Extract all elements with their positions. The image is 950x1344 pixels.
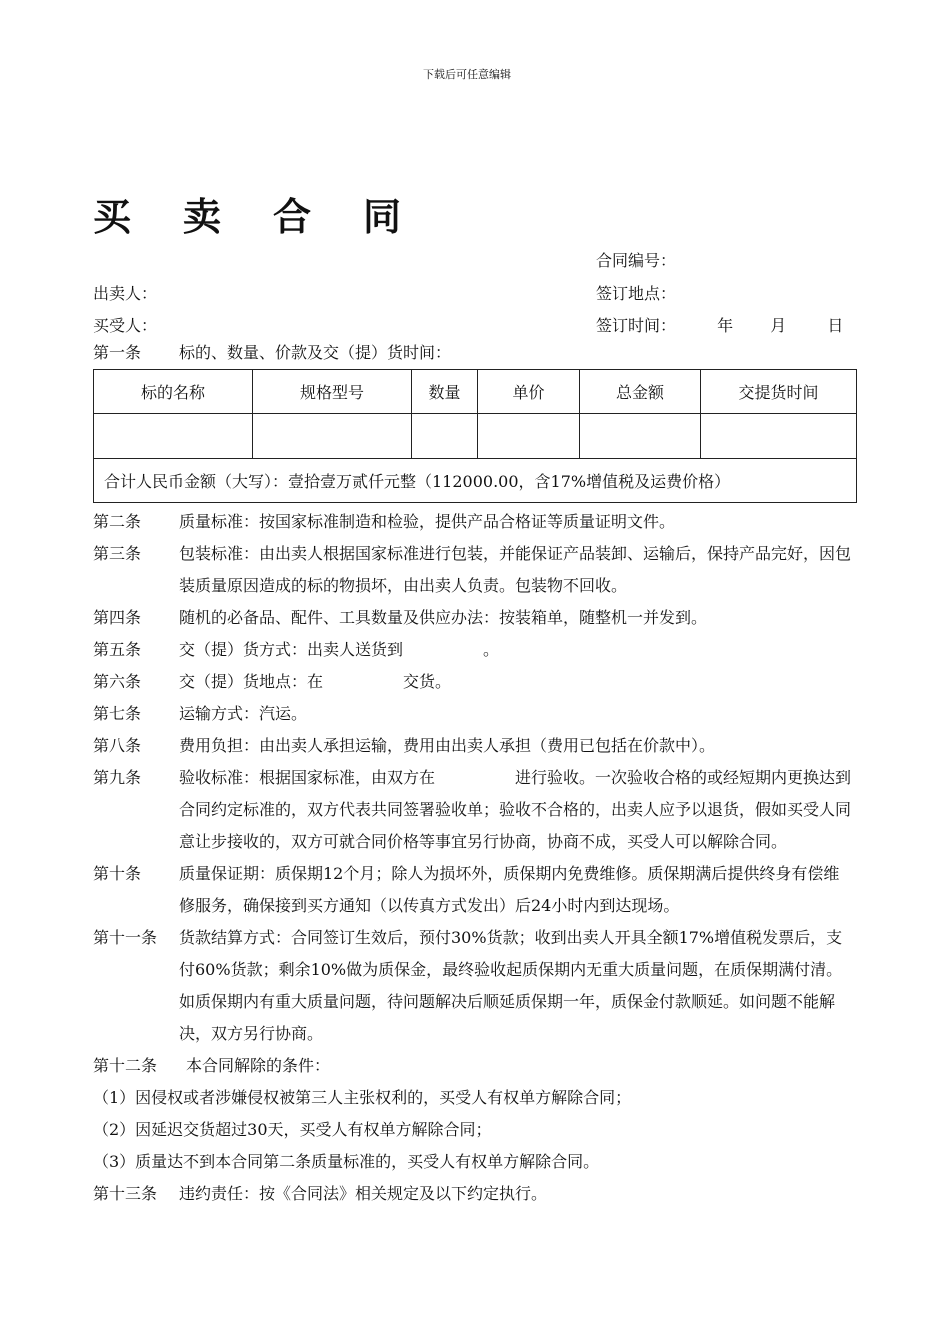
total-amount: 合计人民币金额（大写）：壹拾壹万贰仟元整（112000.00，含17%增值税及运费价格）	[94, 459, 857, 503]
article-7	[93, 698, 858, 730]
total-row	[94, 459, 857, 503]
year-label: 年	[717, 316, 734, 335]
day-label: 日	[827, 316, 844, 335]
article-9	[93, 762, 858, 858]
article-text: 包装标准：由出卖人根据国家标准进行包装，并能保证产品装卸、运输后，保持产品完好，因包装质量原因造成的标的物损坏，由出卖人负责。包装物不回收。	[179, 544, 852, 595]
contract-no-label: 合同编号：	[596, 251, 677, 270]
article-6	[93, 666, 858, 698]
article-number: 第一条	[93, 343, 142, 362]
col-header: 数量	[412, 370, 478, 414]
article-1	[93, 337, 851, 369]
table-cell	[253, 414, 412, 459]
col-header: 规格型号	[253, 370, 412, 414]
table-header-row	[94, 370, 857, 414]
article-3	[93, 538, 858, 602]
article-text: 交（提）货地点：在 交货。	[179, 672, 452, 691]
buyer-label: 买受人：	[93, 316, 158, 335]
seller-label: 出卖人：	[93, 284, 158, 303]
article-text: 运输方式：汽运。	[179, 704, 308, 723]
article-text: 货款结算方式：合同签订生效后，预付30%货款；收到出卖人开具全额17%增值税发票后，支付60%货款；剩余10%做为质保金，最终验收起质保期内无重大质量问题，在质保期满付清。如质保期内有重大质量问题，待问题解决后顺延质保期一年，质保金付款顺延。如问题不能解决，双方另行协商。	[179, 928, 843, 1043]
condition-item: （2）因延迟交货超过30天，买受人有权单方解除合同；	[93, 1120, 492, 1139]
article-number: 第四条	[93, 608, 142, 627]
header-note: 下载后可任意编辑	[423, 68, 511, 81]
title-char: 卖	[183, 195, 222, 239]
month-label: 月	[770, 316, 787, 335]
sign-time-label: 签订时间：	[596, 316, 677, 335]
article-text: 随机的必备品、配件、工具数量及供应办法：按装箱单，随整机一并发到。	[179, 608, 708, 627]
table-cell	[478, 414, 580, 459]
article-number: 第七条	[93, 704, 142, 723]
article-text: 质量保证期：质保期12个月；除人为损坏外，质保期内免费维修。质保期满后提供终身有偿维修服务，确保接到买方通知（以传真方式发出）后24小时内到达现场。	[179, 864, 840, 915]
title-char: 合	[273, 195, 312, 239]
article-13	[93, 1178, 858, 1210]
article-number: 第九条	[93, 768, 142, 787]
article-12	[93, 1050, 858, 1082]
article-text: 标的、数量、价款及交（提）货时间：	[179, 343, 452, 362]
col-header: 单价	[478, 370, 580, 414]
condition-item: （1）因侵权或者涉嫌侵权被第三人主张权利的，买受人有权单方解除合同；	[93, 1088, 632, 1107]
page-title	[93, 186, 401, 241]
article-text: 违约责任：按《合同法》相关规定及以下约定执行。	[179, 1184, 548, 1203]
article-number: 第十条	[93, 864, 142, 883]
condition-item: （3）质量达不到本合同第二条质量标准的，买受人有权单方解除合同。	[93, 1152, 600, 1171]
sign-time-row	[596, 313, 843, 336]
article-2	[93, 506, 858, 538]
article-number: 第十一条	[93, 928, 158, 947]
article-11	[93, 922, 858, 1050]
article-number: 第六条	[93, 672, 142, 691]
goods-table	[93, 369, 857, 503]
article-10	[93, 858, 858, 922]
table-cell	[701, 414, 857, 459]
article-text: 验收标准：根据国家标准，由双方在 进行验收。一次验收合格的或经短期内更换达到合同约定标准的，双方代表共同签署验收单；验收不合格的，出卖人应予以退货，假如买受人同意让步接收的，双方可就合同价格等事宜另行协商，协商不成，买受人可以解除合同。	[179, 768, 852, 851]
article-number: 第十二条	[93, 1056, 158, 1075]
col-header: 总金额	[580, 370, 701, 414]
article-5	[93, 634, 858, 666]
article-4	[93, 602, 858, 634]
article-number: 第八条	[93, 736, 142, 755]
article-number: 第二条	[93, 512, 142, 531]
article-text: 本合同解除的条件：	[186, 1056, 331, 1075]
article-text: 质量标准：按国家标准制造和检验，提供产品合格证等质量证明文件。	[179, 512, 676, 531]
articles-block	[93, 506, 858, 1210]
article-number: 第五条	[93, 640, 142, 659]
sign-place-label: 签订地点：	[596, 284, 677, 303]
table-cell	[580, 414, 701, 459]
article-number: 第三条	[93, 544, 142, 563]
col-header: 交提货时间	[701, 370, 857, 414]
table-cell	[412, 414, 478, 459]
title-char: 同	[363, 195, 402, 239]
article-8	[93, 730, 858, 762]
col-header: 标的名称	[94, 370, 253, 414]
table-cell	[94, 414, 253, 459]
article-text: 费用负担：由出卖人承担运输，费用由出卖人承担（费用已包括在价款中）。	[179, 736, 716, 755]
table-row	[94, 414, 857, 459]
article-number: 第十三条	[93, 1184, 158, 1203]
title-char: 买	[93, 195, 132, 239]
article-text: 交（提）货方式：出卖人送货到 。	[179, 640, 500, 659]
